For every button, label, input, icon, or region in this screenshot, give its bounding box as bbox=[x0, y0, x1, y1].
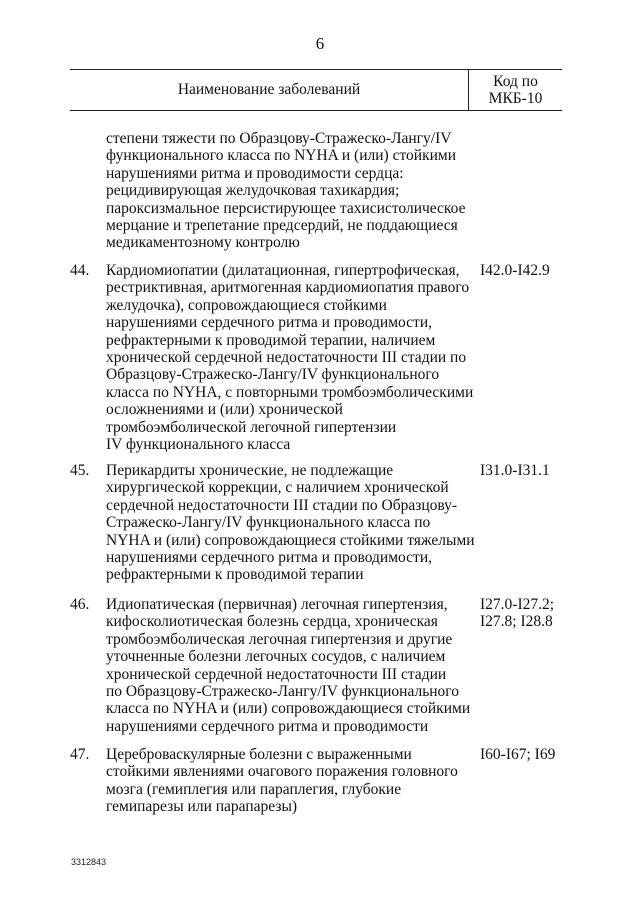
disease-name-column-header: Наименование заболеваний bbox=[177, 81, 361, 98]
table-header bbox=[70, 69, 562, 111]
icd-code-column-header: Код по МКБ-10 bbox=[488, 73, 543, 107]
entry-description: Перикардиты хронические, не подлежащие хирургической коррекции, с наличием хронической сердечной недостаточности III стадии по Образцову- Стражеско-Лангу/IV функционального класса по NYHA и (или) сопровождающиеся стойкими тяжелыми нарушениями сердечного ритма и проводимости, рефрактерными к проводимой терапии bbox=[106, 462, 475, 584]
entry-icd-code: I27.0-I27.2; I27.8; I28.8 bbox=[480, 596, 555, 631]
entry-description: Кардиомиопатии (дилатационная, гипертрофическая, рестриктивная, аритмогенная кардиомиопатия правого желудочка), сопровождающиеся стойкими нарушениями сердечного ритма и проводимости, рефрактерными к проводимой терапии, наличием хронической сердечной недостаточности III стадии по Образцову-Стражеско-Лангу/IV функционального класса по NYHA, с повторными тромбоэмболическими осложнениями и (или) хронической тромбоэмболической легочной гипертензии IV функционального класса bbox=[106, 262, 474, 454]
page-number: 6 bbox=[315, 34, 325, 53]
entry-icd-code: I31.0-I31.1 bbox=[480, 462, 550, 479]
entry-number: 45. bbox=[70, 462, 90, 479]
entry-number: 44. bbox=[70, 262, 90, 279]
entry-description: Идиопатическая (первичная) легочная гипертензия, кифосколиотическая болезнь сердца, хроническая тромбоэмболическая легочная гипертензия и другие уточненные болезни легочных сосудов, с наличием хронической сердечной недостаточности III стадии по Образцову-Стражеско-Лангу/IV функционального класса по NYHA и (или) сопровождающиеся стойкими нарушениями сердечного ритма и проводимости bbox=[106, 596, 471, 735]
document-footer-code: 3312843 bbox=[71, 857, 107, 867]
continuation-text: степени тяжести по Образцову-Стражеско-Лангу/IV функционального класса по NYHA и (или) стойкими нарушениями ритма и проводимости сердца: рецидивирующая желудочковая тахикардия; пароксизмальное персистирующее тахисистолическое мерцание и трепетание предсердий, не поддающиеся медикаментозному контролю bbox=[106, 130, 466, 252]
entry-number: 47. bbox=[70, 746, 90, 763]
entry-number: 46. bbox=[70, 596, 90, 613]
entry-description: Цереброваскулярные болезни с выраженными стойкими явлениями очагового поражения головного мозга (гемиплегия или параплегия, глубокие гемипарезы или парапарезы) bbox=[106, 746, 458, 816]
entry-icd-code: I60-I67; I69 bbox=[480, 746, 556, 763]
entry-icd-code: I42.0-I42.9 bbox=[480, 262, 550, 279]
